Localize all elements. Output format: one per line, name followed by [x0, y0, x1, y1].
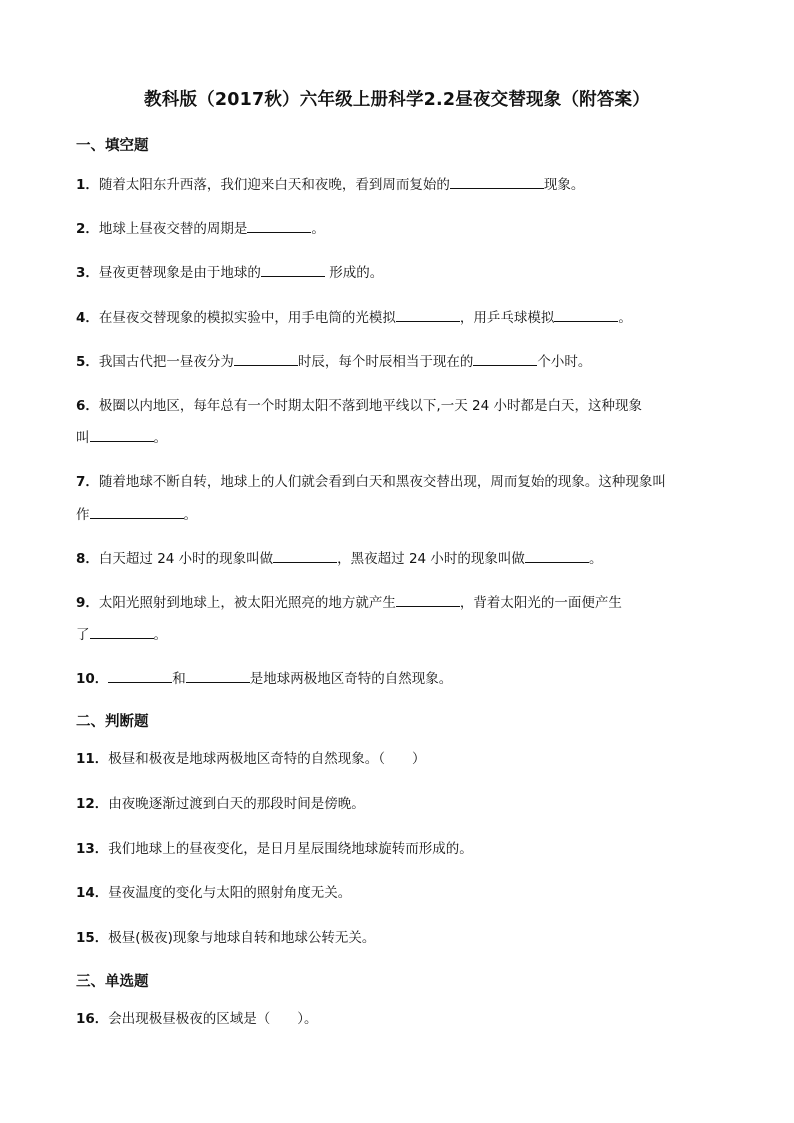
question-number: 14．: [76, 885, 109, 901]
question-15: [76, 928, 718, 948]
question-number: 1．: [76, 177, 99, 193]
section-fill-blank: 一、填空题: [76, 138, 149, 154]
answer-blank[interactable]: [396, 307, 460, 322]
question-text: 。: [588, 551, 603, 567]
question-text: 。: [183, 507, 197, 523]
question-text: 和: [172, 671, 186, 687]
answer-blank[interactable]: [273, 548, 337, 563]
page-title: 教科版（2017秋）六年级上册科学2.2昼夜交替现象（附答案）: [144, 90, 650, 110]
question-text: ，用乒乓球模拟: [459, 310, 555, 326]
question-number: 4．: [76, 310, 99, 326]
question-text: 。: [618, 310, 632, 326]
question-2: [76, 218, 718, 239]
question-9: [76, 592, 718, 613]
question-text: 我们地球上的昼夜变化，是日月星辰围绕地球旋转而形成的。: [108, 841, 473, 857]
question-7: [76, 472, 718, 492]
question-14: [76, 883, 718, 903]
question-text: 个小时。: [537, 354, 592, 370]
question-text: 时辰，每个时辰相当于现在的: [297, 354, 474, 370]
question-text: 会出现极昼极夜的区域是（ ）。: [108, 1011, 318, 1027]
question-9-continued: [76, 624, 167, 645]
answer-blank[interactable]: [261, 262, 325, 277]
question-text: 太阳光照射到地球上，被太阳光照亮的地方就产生: [98, 595, 396, 611]
question-number: 6．: [76, 398, 99, 414]
question-text: 地球上昼夜交替的周期是: [98, 221, 248, 237]
question-11: [76, 749, 718, 769]
question-6: [76, 396, 718, 416]
question-text: 白天超过 24 小时的现象叫做: [98, 551, 274, 567]
answer-blank[interactable]: [525, 548, 589, 563]
question-number: 9．: [76, 595, 99, 611]
question-1: [76, 174, 718, 195]
question-number: 7．: [76, 474, 99, 490]
question-number: 3．: [76, 265, 99, 281]
question-number: 2．: [76, 221, 99, 237]
question-text: 由夜晚逐渐过渡到白天的那段时间是傍晚。: [108, 796, 365, 812]
question-text: 。: [153, 430, 167, 446]
question-number: 12．: [76, 796, 109, 812]
question-16: [76, 1009, 718, 1029]
question-7-continued: [76, 504, 197, 525]
question-6-continued: [76, 427, 167, 448]
answer-blank[interactable]: [90, 624, 154, 639]
question-text: 昼夜温度的变化与太阳的照射角度无关。: [108, 885, 352, 901]
question-number: 13．: [76, 841, 109, 857]
question-text: 形成的。: [324, 265, 384, 281]
question-text: 。: [153, 627, 167, 643]
question-number: 11．: [76, 751, 109, 767]
question-text: 随着地球不断自转，地球上的人们就会看到白天和黑夜交替出现，周而复始的现象。这种现象叫: [98, 474, 666, 490]
question-12: [76, 794, 718, 814]
question-text: 极昼和极夜是地球两极地区奇特的自然现象。（ ）: [108, 751, 426, 767]
question-text: 。: [311, 221, 325, 237]
answer-blank[interactable]: [186, 668, 250, 683]
question-text: 极昼(极夜)现象与地球自转和地球公转无关。: [108, 930, 376, 946]
question-text: 是地球两极地区奇特的自然现象。: [249, 671, 453, 687]
question-text: 随着太阳东升西落，我们迎来白天和夜晚，看到周而复始的: [98, 177, 450, 193]
answer-blank[interactable]: [554, 307, 618, 322]
question-10: [76, 668, 718, 689]
answer-blank[interactable]: [396, 592, 460, 607]
section-single-choice: 三、单选题: [76, 974, 149, 990]
question-number: 5．: [76, 354, 99, 370]
question-text: 了: [76, 627, 90, 643]
question-number: 15．: [76, 930, 109, 946]
answer-blank[interactable]: [473, 351, 537, 366]
question-text: 昼夜更替现象是由于地球的: [98, 265, 261, 281]
question-text: 现象。: [543, 177, 585, 193]
question-text: 我国古代把一昼夜分为: [98, 354, 234, 370]
question-text: 作: [76, 507, 90, 523]
section-true-false: 二、判断题: [76, 714, 149, 730]
question-8: [76, 548, 718, 569]
answer-blank[interactable]: [234, 351, 298, 366]
question-4: [76, 307, 718, 328]
answer-blank[interactable]: [108, 668, 172, 683]
question-text: 极圈以内地区，每年总有一个时期太阳不落到地平线以下,一天 24 小时都是白天，这种现象: [98, 398, 642, 414]
answer-blank[interactable]: [90, 504, 184, 519]
question-text: ，黑夜超过 24 小时的现象叫做: [337, 551, 525, 567]
answer-blank[interactable]: [450, 174, 544, 189]
question-number: 10．: [76, 671, 109, 687]
answer-blank[interactable]: [247, 218, 311, 233]
question-text: ，背着太阳光的一面便产生: [459, 595, 622, 611]
answer-blank[interactable]: [90, 427, 154, 442]
question-number: 8．: [76, 551, 99, 567]
question-number: 16．: [76, 1011, 109, 1027]
question-13: [76, 839, 718, 859]
question-text: 叫: [76, 430, 90, 446]
question-5: [76, 351, 718, 372]
question-3: [76, 262, 718, 283]
question-text: 在昼夜交替现象的模拟实验中，用手电筒的光模拟: [98, 310, 396, 326]
